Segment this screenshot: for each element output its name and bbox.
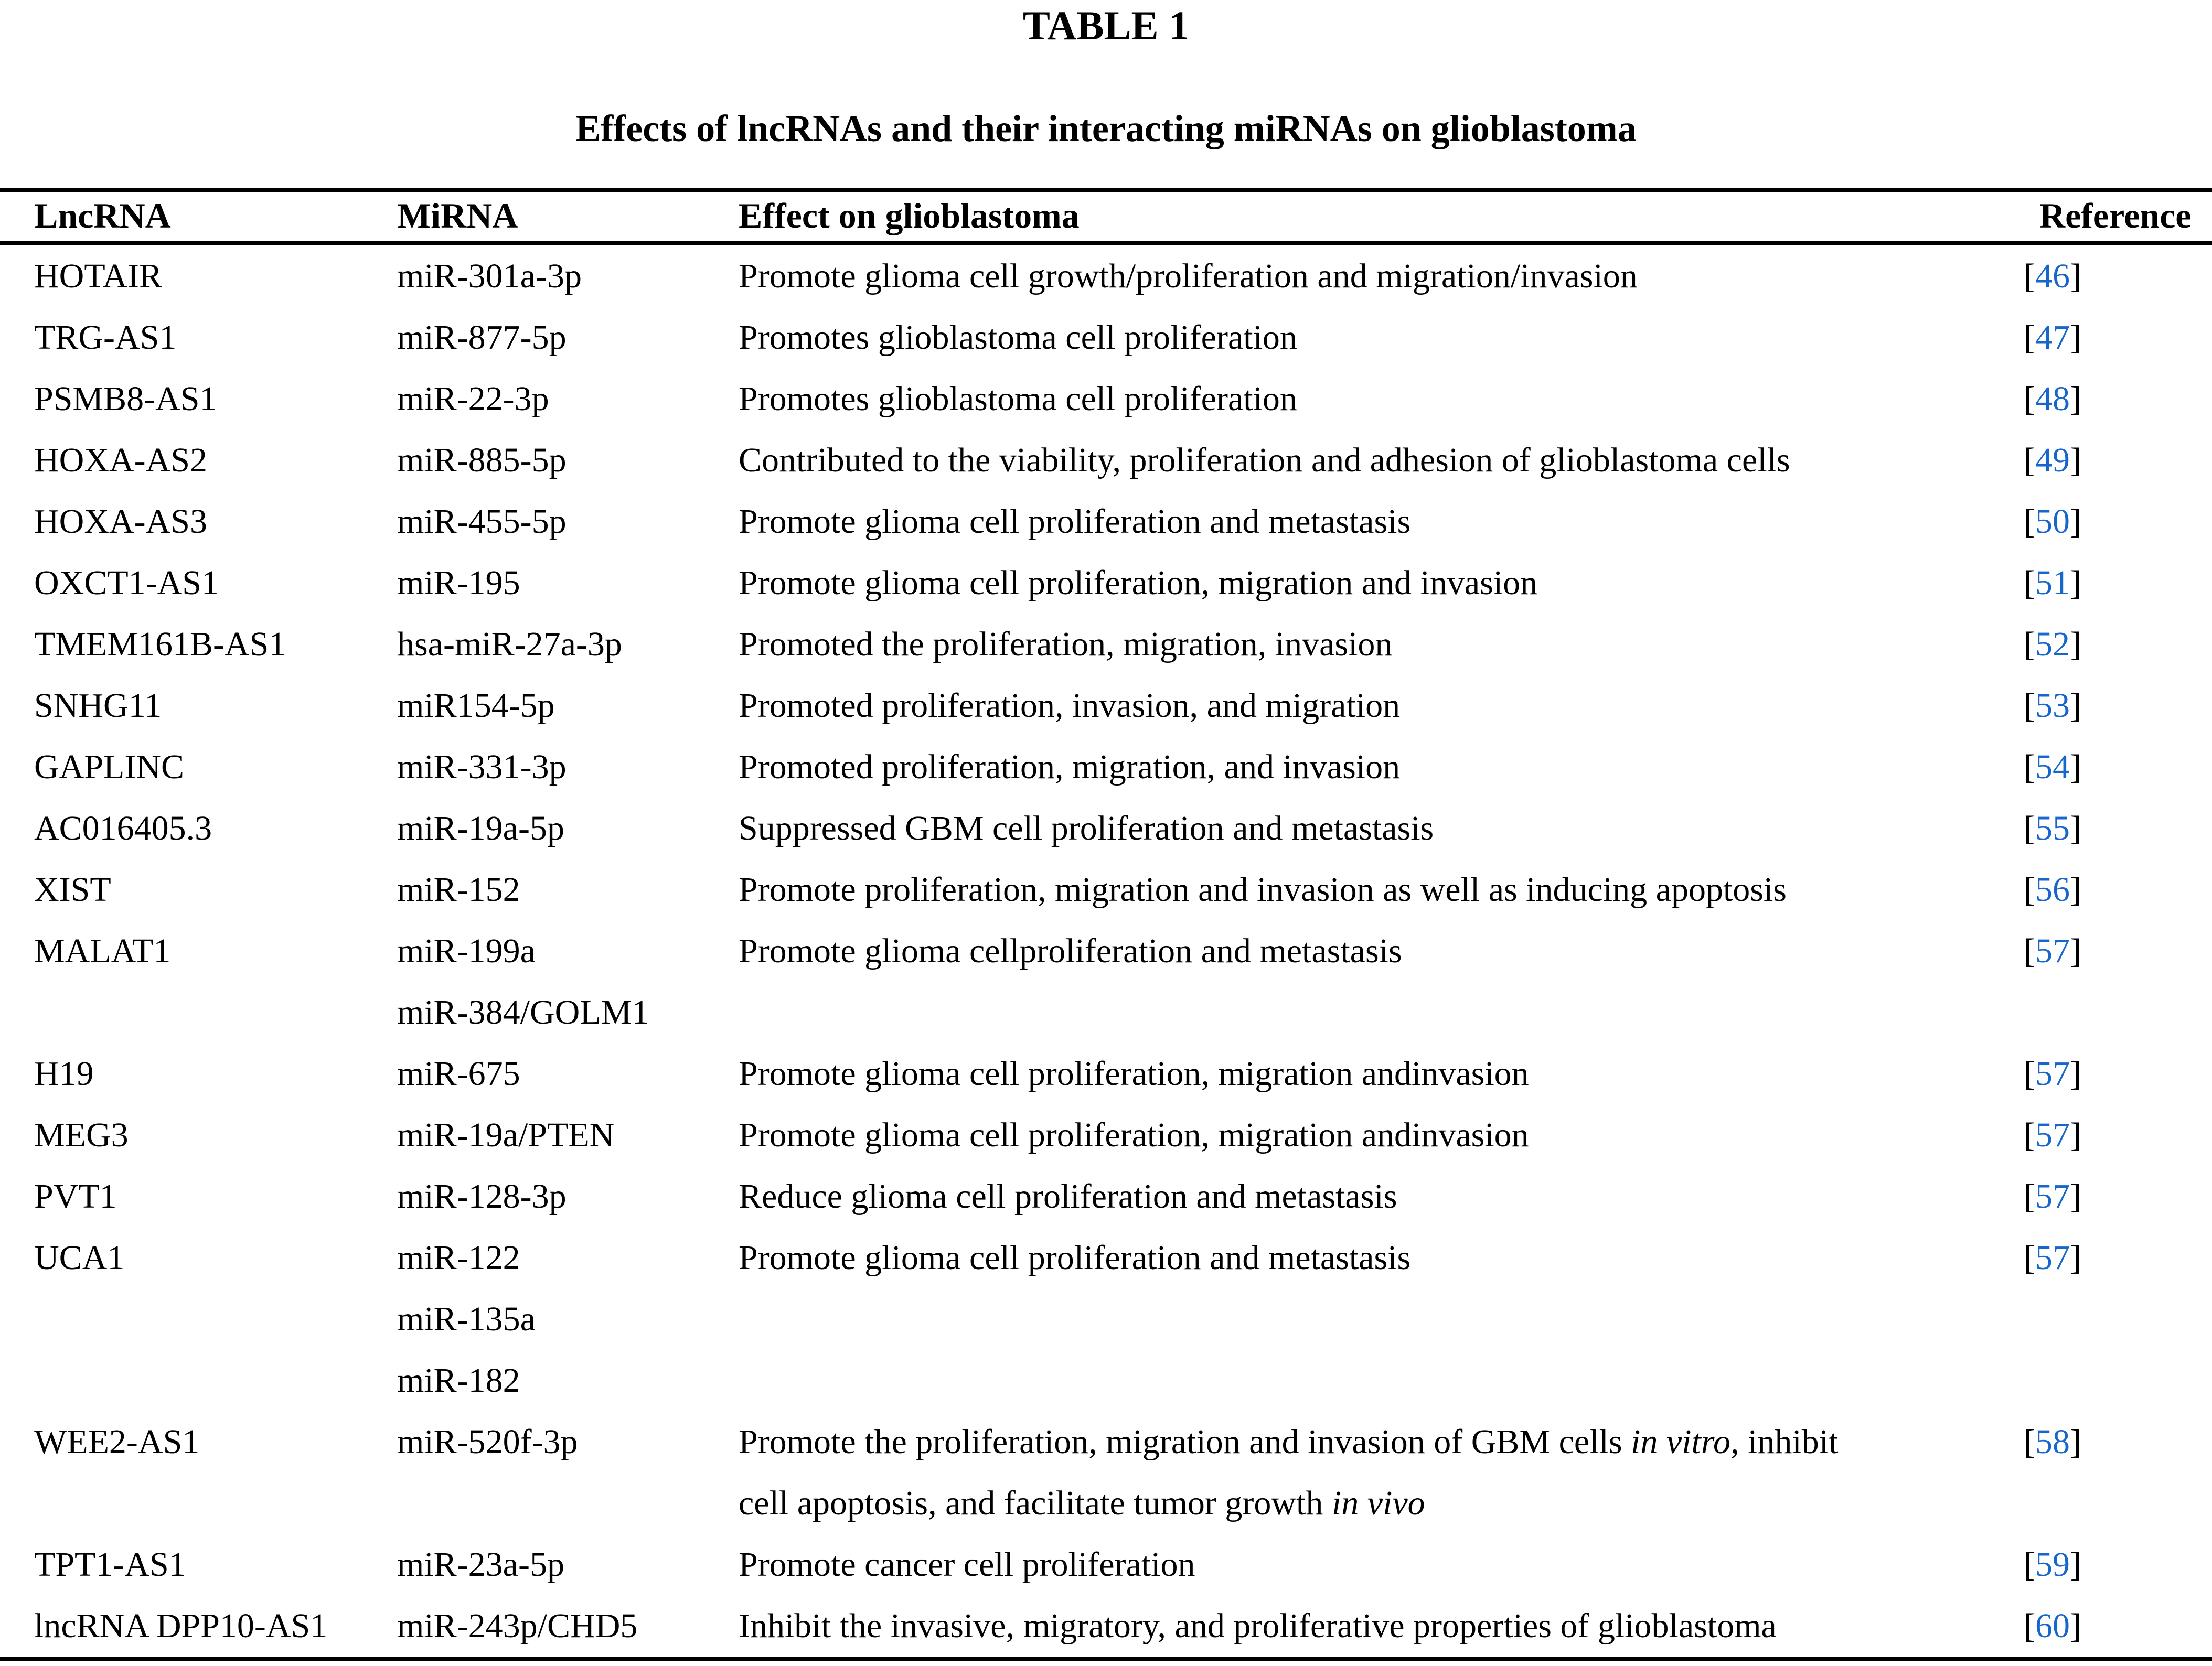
reference-link[interactable]: 57 <box>2035 1239 2070 1277</box>
effect-text: Promote glioma cell proliferation, migration andinvasion <box>739 1055 1529 1093</box>
mirna-line: miR-520f-3p <box>397 1423 578 1461</box>
lncrna-cell: UCA1 <box>34 1239 125 1277</box>
table-row <box>0 243 2212 307</box>
reference-bracket: [ <box>2024 1239 2035 1277</box>
lncrna-cell: PSMB8-AS1 <box>34 380 217 418</box>
table-row <box>0 552 2212 614</box>
reference-bracket: [ <box>2024 748 2035 786</box>
effect-cell <box>739 307 2024 368</box>
effect-cell <box>739 675 2024 736</box>
reference-bracket: [ <box>2024 441 2035 479</box>
effect-cell <box>739 368 2024 429</box>
reference-bracket: [ <box>2024 502 2035 541</box>
reference-cell <box>2024 1043 2212 1104</box>
reference-link[interactable]: 60 <box>2035 1607 2070 1645</box>
table-row <box>0 1534 2212 1595</box>
lncrna-cell: TRG-AS1 <box>34 318 177 357</box>
reference-cell <box>2024 798 2212 859</box>
reference-link[interactable]: 57 <box>2035 1177 2070 1216</box>
table-row <box>0 307 2212 368</box>
reference-link[interactable]: 52 <box>2035 625 2070 663</box>
effect-cell <box>739 736 2024 798</box>
mirna-line: miR-243p/CHD5 <box>397 1607 638 1645</box>
effect-text: Promote proliferation, migration and invasion as well as inducing apoptosis <box>739 870 1787 909</box>
effect-text: Suppressed GBM cell proliferation and metastasis <box>739 809 1434 847</box>
reference-cell <box>2024 675 2212 736</box>
lncrna-cell: SNHG11 <box>34 686 162 725</box>
lncrna-cell: AC016405.3 <box>34 809 212 847</box>
column-header-mirna: MiRNA <box>397 196 518 235</box>
table-row <box>0 368 2212 429</box>
mirna-line: miR-455-5p <box>397 502 567 541</box>
table-row <box>0 675 2212 736</box>
effect-text: Promoted the proliferation, migration, invasion <box>739 625 1393 663</box>
effect-cell <box>739 859 2024 920</box>
reference-bracket: ] <box>2069 748 2081 786</box>
effect-text: , inhibit <box>1730 1423 1839 1461</box>
effect-cell <box>739 920 2024 1043</box>
effect-text: Promoted proliferation, invasion, and migration <box>739 686 1401 725</box>
table-header <box>0 190 2212 243</box>
effect-text: Promote glioma cellproliferation and metastasis <box>739 932 1402 970</box>
reference-bracket: ] <box>2069 502 2081 541</box>
mirna-line: miR-23a-5p <box>397 1545 564 1584</box>
table-caption: Effects of lncRNAs and their interacting miRNAs on glioblastoma <box>575 108 1637 149</box>
table-row <box>0 614 2212 675</box>
table-row <box>0 920 2212 1043</box>
mirna-cell <box>397 552 739 614</box>
reference-cell <box>2024 614 2212 675</box>
effect-text: Promote glioma cell proliferation and metastasis <box>739 502 1411 541</box>
mirna-cell <box>397 307 739 368</box>
reference-bracket: [ <box>2024 318 2035 357</box>
effect-cell <box>739 1595 2024 1659</box>
effect-cell <box>739 491 2024 552</box>
mirna-cell <box>397 243 739 307</box>
mirna-cell <box>397 368 739 429</box>
reference-bracket: [ <box>2024 380 2035 418</box>
mirna-cell <box>397 1595 739 1659</box>
reference-cell <box>2024 243 2212 307</box>
reference-bracket: [ <box>2024 257 2035 295</box>
effect-text: Promote cancer cell proliferation <box>739 1545 1195 1584</box>
mirna-line: miR-122 <box>397 1239 520 1277</box>
reference-cell <box>2024 307 2212 368</box>
reference-cell <box>2024 1104 2212 1166</box>
mirna-line: miR-877-5p <box>397 318 567 357</box>
reference-link[interactable]: 53 <box>2035 686 2070 725</box>
effect-text: Reduce glioma cell proliferation and metastasis <box>739 1177 1397 1216</box>
reference-cell <box>2024 552 2212 614</box>
reference-cell <box>2024 368 2212 429</box>
lncrna-cell: lncRNA DPP10-AS1 <box>34 1607 328 1645</box>
reference-bracket: [ <box>2024 1177 2035 1216</box>
lncrna-mirna-table <box>0 188 2212 1661</box>
reference-bracket: ] <box>2069 1423 2081 1461</box>
table-body <box>0 243 2212 1659</box>
column-header-effect: Effect on glioblastoma <box>739 196 1080 235</box>
reference-link[interactable]: 47 <box>2035 318 2070 357</box>
italic-term: in vivo <box>1331 1484 1425 1522</box>
table-row <box>0 491 2212 552</box>
column-header-reference: Reference <box>2039 196 2192 235</box>
mirna-line: miR-128-3p <box>397 1177 567 1216</box>
reference-link[interactable]: 46 <box>2035 257 2070 295</box>
table-row <box>0 429 2212 491</box>
mirna-cell <box>397 798 739 859</box>
mirna-line: miR-182 <box>397 1361 520 1400</box>
reference-bracket: [ <box>2024 1116 2035 1154</box>
reference-bracket: [ <box>2024 870 2035 909</box>
lncrna-cell: GAPLINC <box>34 748 185 786</box>
reference-link[interactable]: 57 <box>2035 1116 2070 1154</box>
reference-link[interactable]: 50 <box>2035 502 2070 541</box>
table-row <box>0 1411 2212 1534</box>
table-row <box>0 736 2212 798</box>
mirna-line: miR-22-3p <box>397 380 549 418</box>
reference-link[interactable]: 57 <box>2035 1055 2070 1093</box>
mirna-cell <box>397 920 739 1043</box>
mirna-cell <box>397 1227 739 1411</box>
effect-text: Inhibit the invasive, migratory, and proliferative properties of glioblastoma <box>739 1607 1777 1645</box>
effect-text: Promote glioma cell proliferation, migration andinvasion <box>739 1116 1529 1154</box>
reference-bracket: [ <box>2024 809 2035 847</box>
reference-cell <box>2024 491 2212 552</box>
mirna-line: miR-675 <box>397 1055 520 1093</box>
mirna-line: miR-19a/PTEN <box>397 1116 615 1154</box>
reference-bracket: ] <box>2069 380 2081 418</box>
table-row <box>0 1227 2212 1411</box>
mirna-line: miR-301a-3p <box>397 257 582 295</box>
reference-bracket: ] <box>2069 932 2081 970</box>
effect-text: Promote glioma cell growth/proliferation and migration/invasion <box>739 257 1638 295</box>
reference-link[interactable]: 59 <box>2035 1545 2070 1584</box>
mirna-cell <box>397 1411 739 1534</box>
effect-cell <box>739 429 2024 491</box>
reference-bracket: ] <box>2069 1239 2081 1277</box>
reference-link[interactable]: 56 <box>2035 870 2070 909</box>
table-row <box>0 859 2212 920</box>
effect-cell <box>739 1166 2024 1227</box>
reference-link[interactable]: 55 <box>2035 809 2070 847</box>
reference-bracket: ] <box>2069 1607 2081 1645</box>
reference-link[interactable]: 57 <box>2035 932 2070 970</box>
effect-text: Promote the proliferation, migration and invasion of GBM cells <box>739 1423 1631 1461</box>
header-row <box>0 190 2212 243</box>
mirna-line: miR-331-3p <box>397 748 567 786</box>
reference-bracket: ] <box>2069 1116 2081 1154</box>
reference-bracket: ] <box>2069 809 2081 847</box>
lncrna-cell: PVT1 <box>34 1177 117 1216</box>
reference-bracket: [ <box>2024 1423 2035 1461</box>
mirna-line: miR-19a-5p <box>397 809 564 847</box>
reference-cell <box>2024 429 2212 491</box>
reference-cell <box>2024 1166 2212 1227</box>
mirna-line: miR-885-5p <box>397 441 567 479</box>
reference-link[interactable]: 49 <box>2035 441 2070 479</box>
reference-bracket: ] <box>2069 1055 2081 1093</box>
reference-cell <box>2024 1534 2212 1595</box>
column-header-lncrna: LncRNA <box>34 196 171 235</box>
reference-cell <box>2024 920 2212 1043</box>
lncrna-cell: WEE2-AS1 <box>34 1423 200 1461</box>
reference-bracket: [ <box>2024 932 2035 970</box>
reference-link[interactable]: 48 <box>2035 380 2070 418</box>
effect-cell <box>739 1043 2024 1104</box>
reference-cell <box>2024 736 2212 798</box>
mirna-cell <box>397 1166 739 1227</box>
table-row <box>0 798 2212 859</box>
effect-text: Promote glioma cell proliferation, migration and invasion <box>739 564 1538 602</box>
mirna-cell <box>397 614 739 675</box>
mirna-line: miR-135a <box>397 1300 536 1338</box>
table-row <box>0 1104 2212 1166</box>
effect-text: Promote glioma cell proliferation and metastasis <box>739 1239 1411 1277</box>
reference-bracket: ] <box>2069 1177 2081 1216</box>
effect-cell <box>739 243 2024 307</box>
table-row <box>0 1166 2212 1227</box>
lncrna-cell: MALAT1 <box>34 932 171 970</box>
reference-cell <box>2024 1595 2212 1659</box>
effect-cell <box>739 552 2024 614</box>
reference-link[interactable]: 51 <box>2035 564 2070 602</box>
reference-link[interactable]: 54 <box>2035 748 2070 786</box>
reference-cell <box>2024 859 2212 920</box>
mirna-cell <box>397 1043 739 1104</box>
effect-text: Promotes glioblastoma cell proliferation <box>739 380 1297 418</box>
reference-bracket: [ <box>2024 1055 2035 1093</box>
lncrna-cell: HOTAIR <box>34 257 163 295</box>
lncrna-cell: H19 <box>34 1055 94 1093</box>
mirna-cell <box>397 736 739 798</box>
page-title: TABLE 1 <box>1022 3 1190 48</box>
reference-bracket: ] <box>2069 870 2081 909</box>
effect-cell <box>739 1227 2024 1411</box>
reference-link[interactable]: 58 <box>2035 1423 2070 1461</box>
reference-cell <box>2024 1411 2212 1534</box>
mirna-line: miR-199a <box>397 932 536 970</box>
effect-cell <box>739 1411 2024 1534</box>
mirna-cell <box>397 491 739 552</box>
mirna-cell <box>397 1104 739 1166</box>
mirna-cell <box>397 429 739 491</box>
mirna-line: miR-384/GOLM1 <box>397 993 649 1031</box>
mirna-line: hsa-miR-27a-3p <box>397 625 622 663</box>
reference-bracket: ] <box>2069 564 2081 602</box>
reference-bracket: ] <box>2069 318 2081 357</box>
effect-text: Contributed to the viability, proliferation and adhesion of glioblastoma cells <box>739 441 1790 479</box>
mirna-cell <box>397 675 739 736</box>
table-row <box>0 1595 2212 1659</box>
effect-text: Promoted proliferation, migration, and invasion <box>739 748 1401 786</box>
reference-bracket: [ <box>2024 564 2035 602</box>
lncrna-cell: TPT1-AS1 <box>34 1545 186 1584</box>
mirna-line: miR-152 <box>397 870 520 909</box>
effect-cell <box>739 614 2024 675</box>
reference-bracket: ] <box>2069 441 2081 479</box>
mirna-line: miR154-5p <box>397 686 555 725</box>
reference-bracket: ] <box>2069 1545 2081 1584</box>
effect-cell <box>739 1104 2024 1166</box>
reference-cell <box>2024 1227 2212 1411</box>
lncrna-cell: MEG3 <box>34 1116 129 1154</box>
lncrna-cell: HOXA-AS2 <box>34 441 207 479</box>
reference-bracket: [ <box>2024 1545 2035 1584</box>
effect-text: Promotes glioblastoma cell proliferation <box>739 318 1297 357</box>
mirna-cell <box>397 859 739 920</box>
effect-cell <box>739 798 2024 859</box>
lncrna-cell: OXCT1-AS1 <box>34 564 219 602</box>
table-row <box>0 1043 2212 1104</box>
lncrna-cell: HOXA-AS3 <box>34 502 207 541</box>
reference-bracket: [ <box>2024 625 2035 663</box>
mirna-line: miR-195 <box>397 564 520 602</box>
italic-term: in vitro <box>1631 1423 1731 1461</box>
reference-bracket: [ <box>2024 1607 2035 1645</box>
lncrna-cell: TMEM161B-AS1 <box>34 625 286 663</box>
reference-bracket: ] <box>2069 625 2081 663</box>
mirna-cell <box>397 1534 739 1595</box>
effect-text: cell apoptosis, and facilitate tumor growth <box>739 1484 1332 1522</box>
reference-bracket: ] <box>2069 257 2081 295</box>
effect-cell <box>739 1534 2024 1595</box>
reference-bracket: [ <box>2024 686 2035 725</box>
lncrna-cell: XIST <box>34 870 111 909</box>
reference-bracket: ] <box>2069 686 2081 725</box>
